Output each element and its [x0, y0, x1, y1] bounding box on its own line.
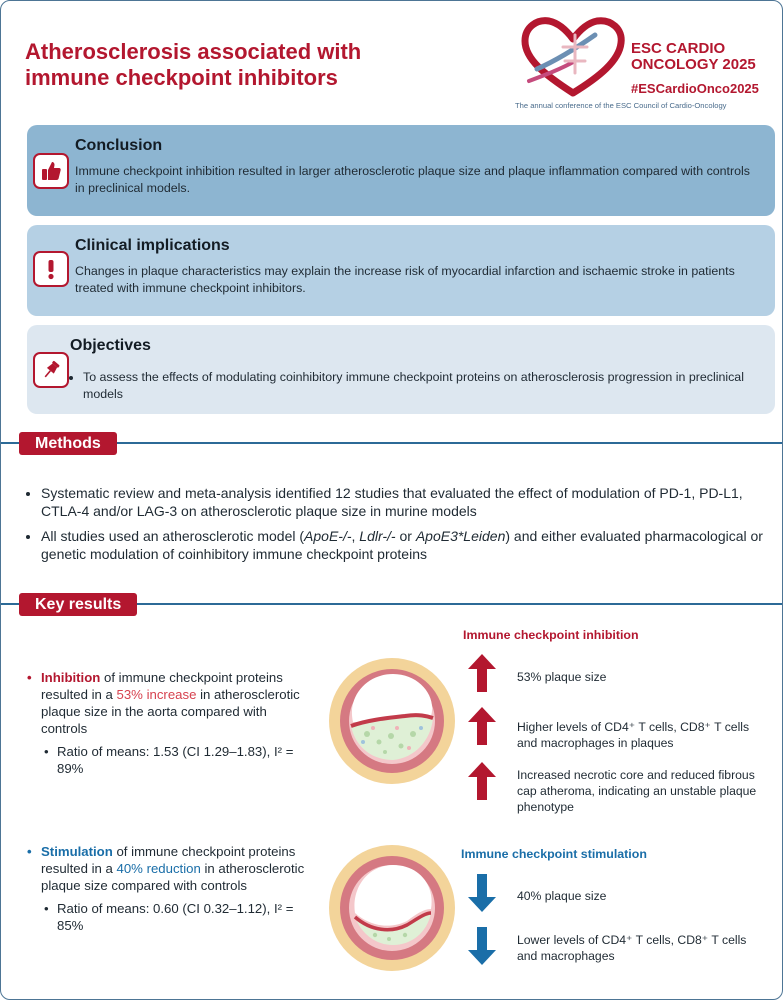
- methods-list: [25, 484, 781, 570]
- inhibition-result: [27, 669, 307, 777]
- stimulation-result: [27, 843, 307, 934]
- inhibition-stats: [27, 743, 307, 777]
- inhibition-ratio: • Ratio of means: 1.53 (CI 1.29–1.83), I² = 89%: [57, 743, 307, 777]
- pushpin-icon: [40, 359, 62, 381]
- implications-icon-box: [33, 251, 69, 287]
- inhibition-summary: • Inhibition of immune checkpoint proteins resulted in a 53% increase in atherosclerotic plaque size in the aorta compared with controls: [27, 670, 300, 736]
- logo-subtitle: The annual conference of the ESC Council of Cardio-Oncology: [515, 101, 727, 110]
- implications-text: Changes in plaque characteristics may explain the increase risk of myocardial infarction and ischaemic stroke in patients treated with immune checkpoint inhibitors.: [75, 264, 735, 295]
- up-arrow-icon: [467, 706, 497, 746]
- down-arrow-icon: [467, 926, 497, 966]
- bullet-icon: •: [27, 670, 32, 685]
- heart-logo-icon: [515, 13, 633, 99]
- methods-item-2: • All studies used an atherosclerotic model (ApoE-/-, Ldlr-/- or ApoE3*Leiden) and either evaluated pharmacological or genetic modulation of coinhibitory immune checkpoint proteins: [41, 527, 781, 563]
- conclusion-text: Immune checkpoint inhibition resulted in larger atherosclerotic plaque size and plaque inflammation compared with controls in preclinical models.: [75, 164, 750, 195]
- up-arrow-icon: [467, 653, 497, 693]
- inhibition-annotation-title: Immune checkpoint inhibition: [463, 628, 639, 642]
- stimulation-ratio: • Ratio of means: 0.60 (CI 0.32–1.12), I² = 85%: [57, 900, 307, 934]
- stimulation-vessel-illustration: [327, 843, 457, 973]
- objectives-icon-box: [33, 352, 69, 388]
- bullet-icon: •: [27, 844, 32, 859]
- inhibition-effect-3: Increased necrotic core and reduced fibrous cap atheroma, indicating an unstable plaque phenotype: [517, 768, 757, 814]
- stimulation-summary: • Stimulation of immune checkpoint proteins resulted in a 40% reduction in atherosclerotic plaque size compared with controls: [27, 844, 305, 893]
- title-line-2: immune checkpoint inhibitors: [25, 65, 338, 90]
- objectives-card: [27, 325, 775, 414]
- implications-card: [27, 225, 775, 316]
- implications-title: Clinical implications: [75, 237, 230, 254]
- logo-hashtag: #ESCardioOnco2025: [631, 81, 759, 96]
- logo-name: ESC CARDIO ONCOLOGY 2025: [631, 40, 756, 73]
- stimulation-effect-2: Lower levels of CD4⁺ T cells, CD8⁺ T cells and macrophages: [517, 933, 747, 963]
- conclusion-title: Conclusion: [75, 137, 163, 154]
- stimulation-annotation-title: Immune checkpoint stimulation: [461, 847, 647, 861]
- up-arrow-icon: [467, 761, 497, 801]
- methods-item-1: • Systematic review and meta-analysis identified 12 studies that evaluated the effect of modulation of PD-1, PD-L1, CTLA-4 and/or LAG-3 on atherosclerotic plaque size in murine models: [41, 484, 781, 520]
- title-line-1: Atherosclerosis associated with: [25, 39, 362, 64]
- down-arrow-icon: [467, 873, 497, 913]
- inhibition-vessel-illustration: [327, 656, 457, 786]
- objectives-list: [70, 369, 763, 403]
- thumbs-up-icon: [40, 160, 62, 182]
- methods-divider: [1, 442, 783, 444]
- methods-label: Methods: [19, 432, 117, 455]
- stimulation-stats: [27, 900, 307, 934]
- objectives-item: • To assess the effects of modulating coinhibitory immune checkpoint proteins on atherosclerosis progression in preclinical models: [83, 369, 763, 403]
- inhibition-effect-2: Higher levels of CD4⁺ T cells, CD8⁺ T cells and macrophages in plaques: [517, 720, 750, 750]
- page-title: [25, 39, 361, 91]
- conference-logo: [509, 13, 779, 117]
- inhibition-effect-1: 53% plaque size: [517, 670, 607, 684]
- exclamation-icon: [40, 258, 62, 280]
- conclusion-icon-box: [33, 153, 69, 189]
- stimulation-effect-1: 40% plaque size: [517, 889, 607, 903]
- objectives-title: Objectives: [70, 337, 151, 354]
- key-results-label: Key results: [19, 593, 137, 616]
- conclusion-card: [27, 125, 775, 216]
